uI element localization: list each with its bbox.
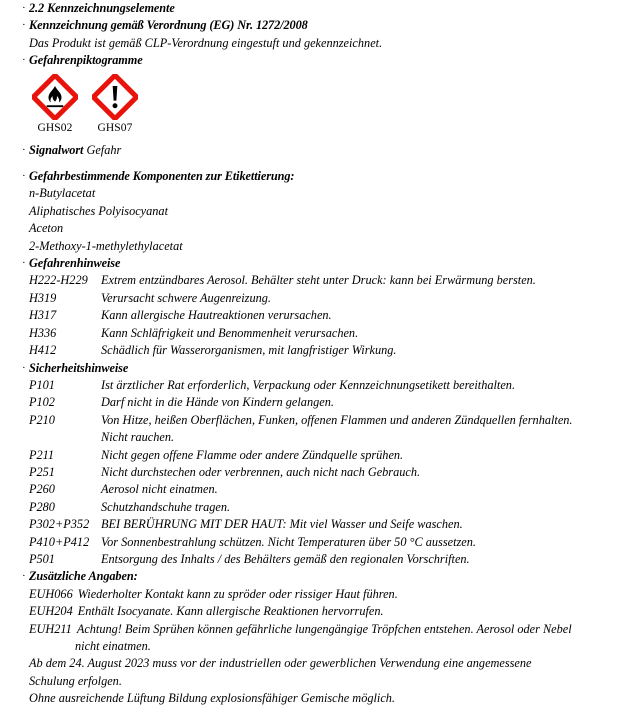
hazard-code: H412 — [29, 343, 57, 358]
flame-icon — [32, 74, 78, 120]
precautionary-code: P260 — [29, 482, 55, 497]
hazard-statement-row — [29, 290, 634, 307]
pictogram-ghs02 — [25, 74, 85, 135]
precautionary-row — [29, 464, 634, 481]
additional-heading: Zusätzliche Angaben: — [29, 569, 138, 584]
precautionary-row — [29, 481, 634, 498]
bullet-icon: · — [22, 2, 26, 14]
hazard-statements-heading: Gefahrenhinweise — [29, 256, 121, 271]
continuation-spacer — [29, 638, 75, 655]
pictogram-code: GHS07 — [97, 121, 133, 134]
hazard-code: H317 — [29, 308, 57, 323]
section-heading-row — [0, 0, 634, 17]
signal-word-value: Gefahr — [86, 142, 122, 157]
hazard-text: Verursacht schwere Augenreizung. — [101, 290, 271, 305]
bullet-icon: · — [22, 143, 26, 156]
hazard-text: Extrem entzündbares Aerosol. Behälter steht unter Druck: kann bei Erwärmung bersten. — [101, 273, 536, 288]
precautionary-row — [29, 516, 634, 533]
labelling-heading: Kennzeichnung gemäß Verordnung (EG) Nr. 1272/2008 — [29, 18, 308, 33]
precautionary-heading: Sicherheitshinweise — [29, 360, 129, 375]
precautionary-text: Vor Sonnenbestrahlung schützen. Nicht Temperaturen über 50 °C aussetzen. — [101, 534, 476, 549]
bullet-icon: · — [22, 570, 26, 583]
section-number: 2.2 — [29, 1, 45, 15]
euh-text: Achtung! Beim Sprühen können gefährliche lungengängige Tröpfchen entstehen. Aerosol oder Nebel — [76, 621, 572, 636]
hazard-statement-row — [29, 325, 634, 342]
pictogram-ghs07 — [85, 74, 145, 135]
precautionary-text: Ist ärztlicher Rat erforderlich, Verpackung oder Kennzeichnungsetikett bereithalten. — [101, 377, 516, 392]
pictogram-group — [25, 74, 634, 135]
components-heading-row — [0, 168, 634, 185]
hazard-statement-row — [29, 307, 634, 324]
precautionary-continuation-row — [29, 429, 634, 446]
precautionary-text: Nicht durchstechen oder verbrennen, auch nicht nach Gebrauch. — [101, 464, 421, 479]
bullet-icon: · — [22, 361, 26, 374]
precautionary-text: Aerosol nicht einatmen. — [101, 482, 218, 497]
signal-word-row — [0, 142, 634, 159]
precautionary-code: P211 — [29, 447, 55, 462]
euh-row — [29, 621, 634, 638]
precautionary-row — [29, 534, 634, 551]
precautionary-code: P501 — [29, 551, 55, 566]
labelling-body: Das Produkt ist gemäß CLP-Verordnung eingestuft und gekennzeichnet. — [29, 35, 383, 50]
pictograms-heading: Gefahrenpiktogramme — [29, 53, 143, 68]
bullet-icon: · — [22, 19, 26, 32]
additional-heading-row — [0, 568, 634, 585]
precautionary-text: Nicht gegen offene Flamme oder andere Zündquelle sprühen. — [101, 447, 404, 462]
hazard-code: H222-H229 — [29, 273, 88, 288]
precautionary-text: Entsorgung des Inhalts / des Behälters gemäß den regionalen Vorschriften. — [101, 551, 470, 566]
component-item: 2-Methoxy-1-methylethylacetat — [29, 238, 183, 253]
additional-note: Ohne ausreichende Lüftung Bildung explosionsfähiger Gemische möglich. — [29, 691, 396, 706]
bullet-icon: · — [22, 54, 26, 67]
component-item: n-Butylacetat — [29, 186, 96, 201]
precautionary-code: P102 — [29, 395, 55, 410]
labelling-heading-row — [0, 17, 634, 34]
precautionary-text: Darf nicht in die Hände von Kindern gelangen. — [101, 395, 334, 410]
precautionary-continuation: Nicht rauchen. — [101, 430, 175, 445]
section-title: Kennzeichnungselemente — [47, 1, 175, 15]
euh-row — [29, 603, 634, 620]
signal-word-label: Signalwort — [29, 142, 84, 157]
pictograms-heading-row — [0, 52, 634, 69]
hazard-text: Kann Schläfrigkeit und Benommenheit verursachen. — [101, 325, 359, 340]
precautionary-row — [29, 394, 634, 411]
hazard-code: H319 — [29, 290, 57, 305]
hazard-statement-row — [29, 342, 634, 359]
precautionary-heading-row — [0, 360, 634, 377]
precautionary-row — [29, 447, 634, 464]
precautionary-row — [29, 551, 634, 568]
precautionary-code: P302+P352 — [29, 517, 90, 532]
additional-note: Ab dem 24. August 2023 muss vor der industriellen oder gewerblichen Verwendung eine angemessene — [29, 656, 532, 671]
clipped-next-line — [0, 708, 634, 714]
hazard-text: Kann allergische Hautreaktionen verursachen. — [101, 308, 332, 323]
euh-row — [29, 586, 634, 603]
hazard-text: Schädlich für Wasserorganismen, mit langfristiger Wirkung. — [101, 343, 397, 358]
precautionary-code: P410+P412 — [29, 534, 90, 549]
continuation-spacer — [29, 429, 101, 446]
bullet-icon: · — [22, 170, 26, 183]
precautionary-row — [29, 377, 634, 394]
precautionary-code: P280 — [29, 499, 55, 514]
euh-text: Wiederholter Kontakt kann zu spröder oder rissiger Haut führen. — [77, 586, 398, 601]
pictogram-code: GHS02 — [37, 121, 73, 134]
precautionary-text: BEI BERÜHRUNG MIT DER HAUT: Mit viel Wasser und Seife waschen. — [101, 517, 463, 532]
precautionary-code: P251 — [29, 464, 55, 479]
euh-continuation-row — [29, 638, 634, 655]
precautionary-row — [29, 412, 634, 429]
component-item: Aceton — [29, 221, 64, 236]
precautionary-code: P101 — [29, 377, 55, 392]
exclamation-mark-icon — [92, 74, 138, 120]
euh-code: EUH211 — [29, 621, 72, 636]
euh-code: EUH066 — [29, 586, 73, 601]
precautionary-text: Schutzhandschuhe tragen. — [101, 499, 231, 514]
euh-continuation: nicht einatmen. — [75, 639, 151, 653]
components-heading: Gefahrbestimmende Komponenten zur Etikettierung: — [29, 169, 295, 184]
bullet-icon: · — [22, 257, 26, 270]
precautionary-row — [29, 499, 634, 516]
hazard-statements-heading-row — [0, 255, 634, 272]
component-item: Aliphatisches Polyisocyanat — [29, 203, 168, 218]
precautionary-text: Von Hitze, heißen Oberflächen, Funken, offenen Flammen und anderen Zündquellen fernhalten. — [101, 412, 573, 427]
precautionary-code: P210 — [29, 412, 55, 427]
hazard-statement-row — [29, 272, 634, 289]
euh-code: EUH204 — [29, 604, 73, 619]
euh-text: Enthält Isocyanate. Kann allergische Reaktionen hervorrufen. — [77, 604, 384, 619]
additional-note: Schulung erfolgen. — [29, 673, 122, 688]
hazard-code: H336 — [29, 325, 57, 340]
